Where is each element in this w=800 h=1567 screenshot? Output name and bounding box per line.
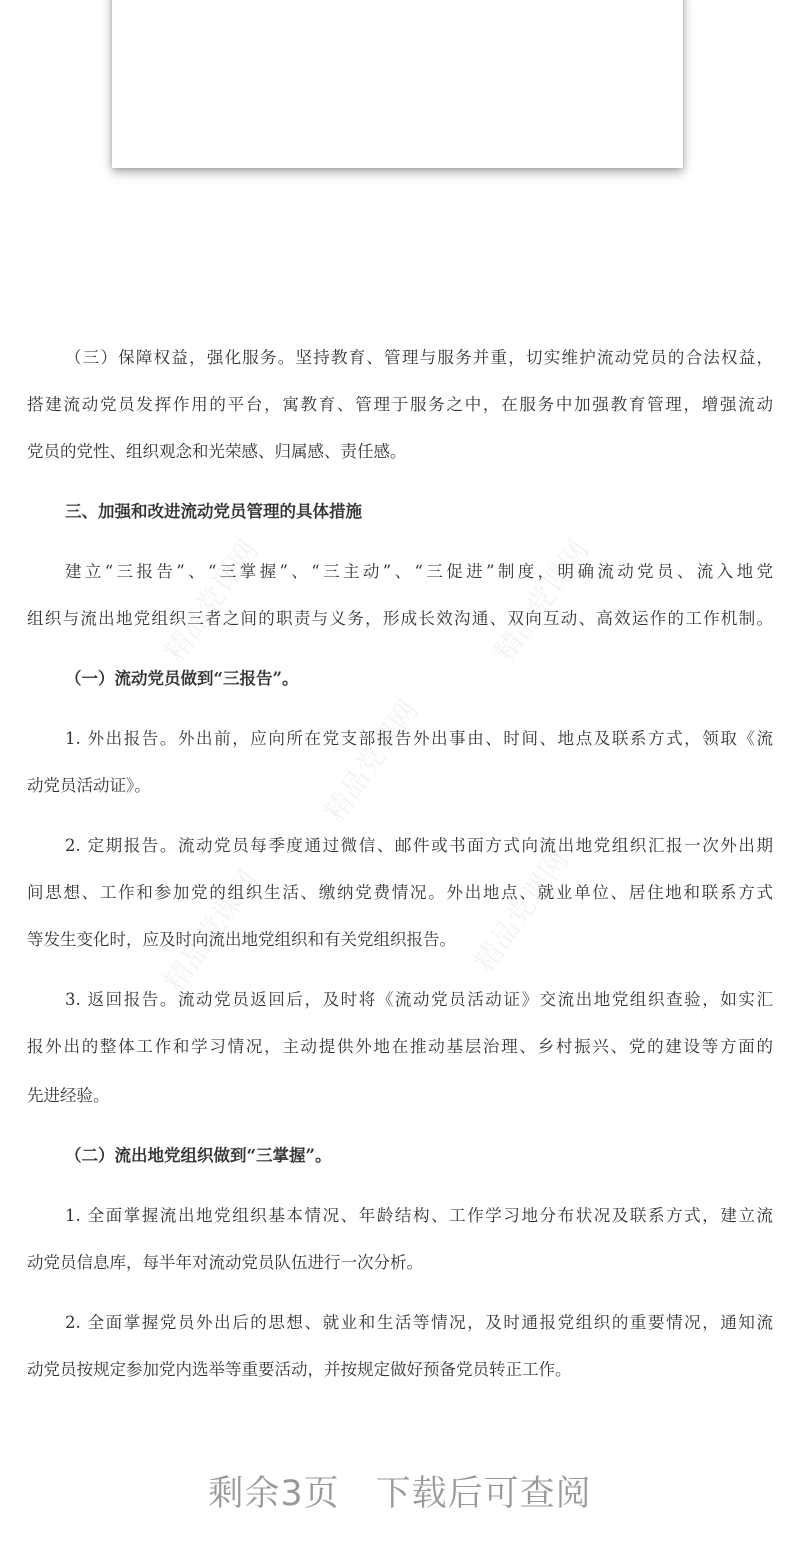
paragraph-line: 搭建流动党员发挥作用的平台，寓教育、管理于服务之中，在服务中加强教育管理，增强流动 <box>27 395 773 414</box>
paragraph-line: 2. 全面掌握党员外出后的思想、就业和生活等情况，及时通报党组织的重要情况，通知流 <box>65 1313 773 1332</box>
subsection-heading: （二）流出地党组织做到“三掌握”。 <box>65 1146 332 1165</box>
paragraph-line: （三）保障权益，强化服务。坚持教育、管理与服务并重，切实维护流动党员的合法权益， <box>65 348 773 367</box>
paragraph-line: 2. 定期报告。流动党员每季度通过微信、邮件或书面方式向流出地党组织汇报一次外出期 <box>65 836 773 855</box>
paragraph-line: 3. 返回报告。流动党员返回后，及时将《流动党员活动证》交流出地党组织查验，如实汇 <box>65 990 773 1009</box>
paragraph-line: 动党员信息库，每半年对流动党员队伍进行一次分析。 <box>27 1253 423 1272</box>
section-heading: 三、加强和改进流动党员管理的具体措施 <box>65 502 362 521</box>
previous-page-card <box>112 0 683 168</box>
paragraph-line: 1. 外出报告。外出前，应向所在党支部报告外出事由、时间、地点及联系方式，领取《流 <box>65 729 773 748</box>
subsection-heading: （一）流动党员做到“三报告”。 <box>65 669 299 688</box>
paragraph-line: 建立“三报告”、“三掌握”、“三主动”、“三促进”制度，明确流动党员、流入地党 <box>65 562 773 581</box>
watermark: 精品党课网 <box>157 864 265 998</box>
paragraph-line: 报外出的整体工作和学习情况，主动提供外地在推动基层治理、乡村振兴、党的建设等方面的 <box>27 1037 773 1056</box>
paragraph-line: 组织与流出地党组织三者之间的职责与义务，形成长效沟通、双向互动、高效运作的工作机制。 <box>27 609 773 628</box>
watermark: 精品党课网 <box>317 694 425 828</box>
watermark: 精品党课网 <box>157 534 265 668</box>
paragraph-line: 等发生变化时，应及时向流出地党组织和有关党组织报告。 <box>27 930 456 949</box>
watermark: 精品党课网 <box>467 844 575 978</box>
paragraph-line: 动党员活动证》。 <box>27 776 151 795</box>
watermark: 精品党课网 <box>487 534 595 668</box>
remaining-pages-download-prompt[interactable]: 剩余3页 下载后可查阅 <box>208 1474 592 1514</box>
paragraph-line: 1. 全面掌握流出地党组织基本情况、年龄结构、工作学习地分布状况及联系方式，建立流 <box>65 1206 773 1225</box>
paragraph-line: 动党员按规定参加党内选举等重要活动，并按规定做好预备党员转正工作。 <box>27 1360 572 1379</box>
paragraph-line: 党员的党性、组织观念和光荣感、归属感、责任感。 <box>27 442 407 461</box>
paragraph-line: 先进经验。 <box>27 1086 110 1105</box>
paragraph-line: 间思想、工作和参加党的组织生活、缴纳党费情况。外出地点、就业单位、居住地和联系方式 <box>27 883 773 902</box>
